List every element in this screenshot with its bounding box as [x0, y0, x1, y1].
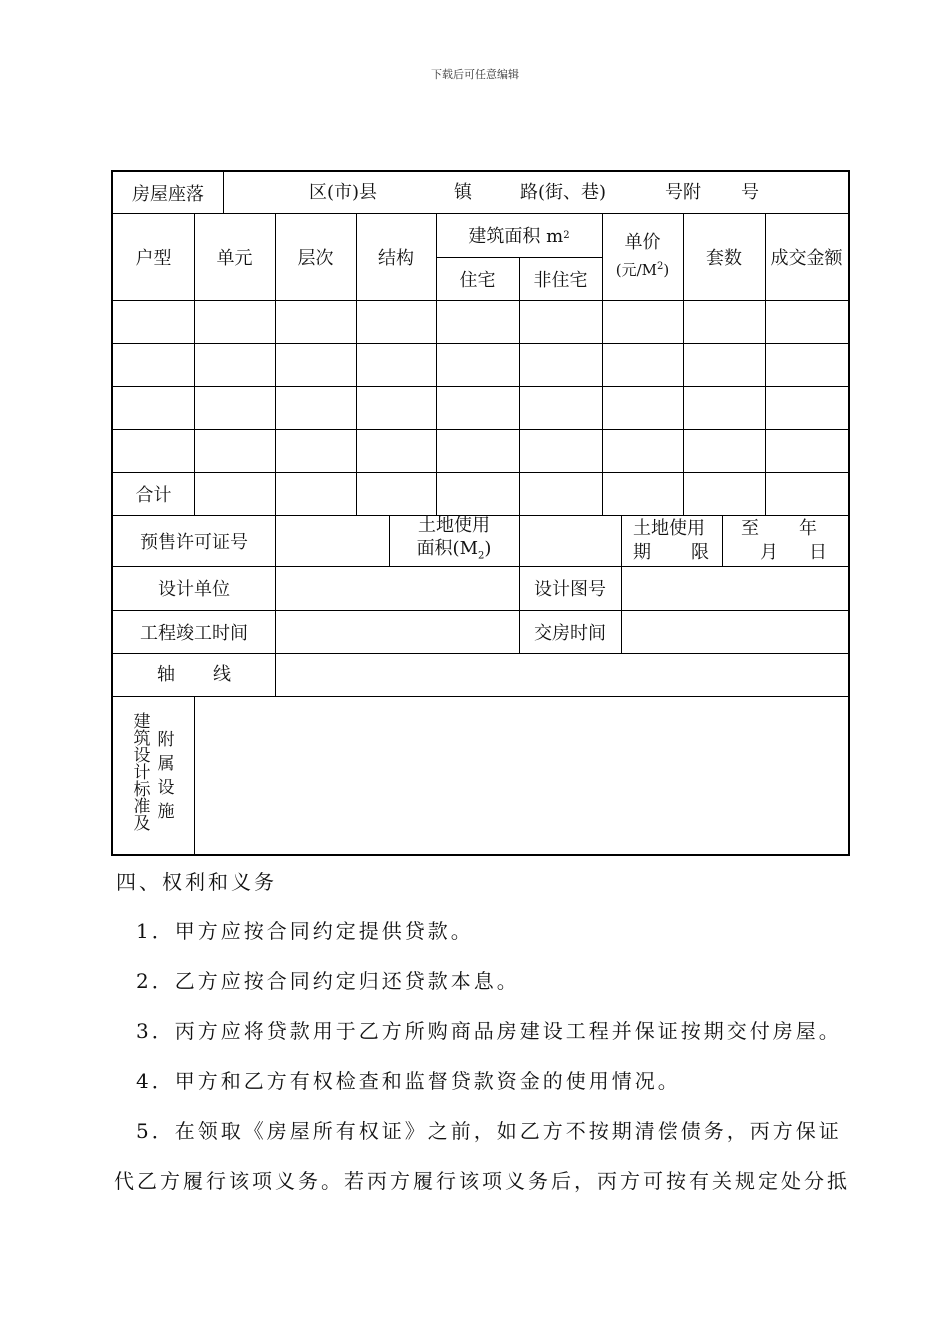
- land-term-label-2b: 限: [691, 542, 709, 563]
- property-table: [111, 170, 850, 856]
- clause-3: 3．丙方应将贷款用于乙方所购商品房建设工程并保证按期交付房屋。: [136, 1019, 842, 1043]
- axis-label-2: 线: [213, 664, 231, 685]
- clause-2: 2．乙方应按合同约定归还贷款本息。: [136, 969, 520, 993]
- clause-4: 4．甲方和乙方有权检查和监督贷款资金的使用情况。: [136, 1069, 681, 1093]
- clause-5: 5．在领取《房屋所有权证》之前，如乙方不按期清偿债务，丙方保证: [136, 1119, 842, 1143]
- col-unit: 单元: [216, 247, 253, 269]
- completion-time-label: 工程竣工时间: [140, 622, 248, 644]
- row-divider: [113, 472, 848, 473]
- row-divider: [113, 696, 848, 697]
- total-label: 合计: [135, 484, 172, 506]
- design-unit-label: 设计单位: [158, 579, 230, 600]
- design-drawing-label: 设计图号: [534, 579, 606, 600]
- col-divider: [722, 515, 723, 566]
- col-residential: 住宅: [459, 269, 496, 291]
- col-non-residential: 非住宅: [533, 269, 588, 291]
- col-unit-type: 户型: [135, 247, 172, 269]
- term-month: 月: [760, 542, 778, 563]
- delivery-time-label: 交房时间: [534, 622, 606, 644]
- col-floor: 层次: [297, 247, 334, 269]
- land-term-label-1: 土地使用: [633, 518, 705, 539]
- clause-5-cont: 代乙方履行该项义务。若丙方履行该项义务后，丙方可按有关规定处分抵: [114, 1169, 850, 1193]
- col-divider: [275, 515, 276, 696]
- term-day: 日: [809, 542, 827, 563]
- design-standards-label: 建筑设计标准及: [133, 712, 151, 834]
- location-town: 镇: [454, 182, 472, 203]
- axis-label-1: 轴: [157, 664, 175, 685]
- col-divider: [223, 172, 224, 213]
- col-divider: [194, 696, 195, 854]
- col-area: 建筑面积 m 2: [468, 226, 570, 247]
- section-title: 四、权利和义务: [116, 870, 277, 894]
- location-sub-number: 号: [741, 182, 759, 203]
- page-header: 下载后可任意编辑: [431, 68, 519, 81]
- ancillary-facilities-label: 附属设施: [157, 730, 175, 822]
- col-amount: 成交金额: [770, 247, 843, 269]
- term-to: 至: [741, 518, 759, 539]
- location-district: 区(市)县: [309, 182, 378, 203]
- row-divider: [113, 429, 848, 430]
- row-divider: [113, 300, 848, 301]
- col-structure: 结构: [378, 247, 414, 269]
- clause-1: 1．甲方应按合同约定提供贷款。: [136, 919, 474, 943]
- row-divider: [113, 386, 848, 387]
- location-label: 房屋座落: [132, 183, 204, 205]
- presale-label: 预售许可证号: [140, 531, 248, 553]
- col-divider: [621, 566, 622, 653]
- col-unit-price: 单价 (元$/M^2$): [615, 232, 670, 279]
- land-term-label-2a: 期: [633, 542, 651, 563]
- term-year: 年: [799, 518, 817, 539]
- location-road: 路(街、巷): [520, 182, 607, 203]
- land-area-label: 土地使用 面积$(M_2)$: [416, 514, 492, 562]
- col-divider: [621, 515, 622, 566]
- col-sets: 套数: [706, 247, 742, 269]
- row-divider: [113, 653, 848, 654]
- location-number: 号附: [665, 182, 701, 203]
- row-divider: [113, 343, 848, 344]
